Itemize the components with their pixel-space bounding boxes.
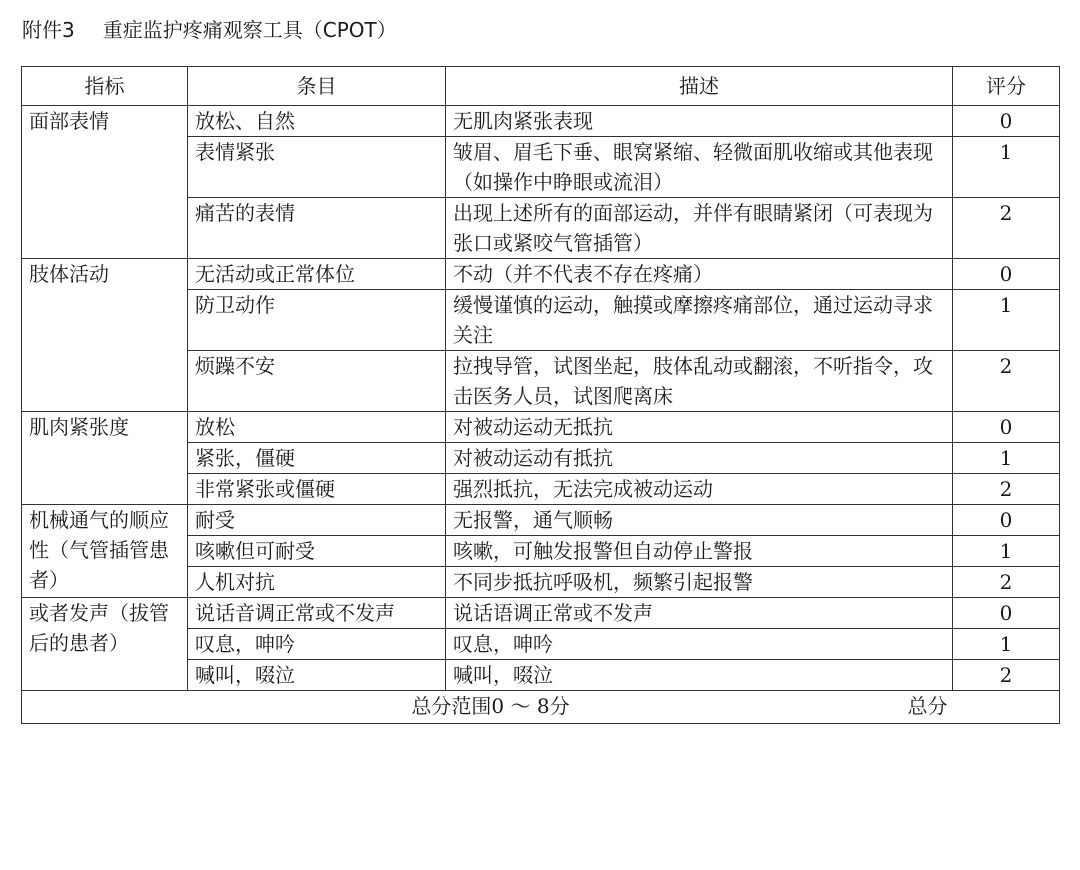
item-cell: 无活动或正常体位	[188, 259, 446, 290]
item-cell: 烦躁不安	[188, 351, 446, 412]
item-cell: 咳嗽但可耐受	[188, 536, 446, 567]
item-cell: 说话音调正常或不发声	[188, 598, 446, 629]
page-title	[22, 14, 397, 46]
score-cell: 2	[953, 351, 1060, 412]
description-cell: 皱眉、眉毛下垂、眼窝紧缩、轻微面肌收缩或其他表现（如操作中睁眼或流泪）	[446, 137, 953, 198]
description-cell: 拉拽导管，试图坐起，肢体乱动或翻滚，不听指令，攻击医务人员，试图爬离床	[446, 351, 953, 412]
description-cell: 不动（并不代表不存在疼痛）	[446, 259, 953, 290]
item-cell: 放松	[188, 412, 446, 443]
score-cell: 0	[953, 259, 1060, 290]
score-cell: 0	[953, 505, 1060, 536]
column-header-description: 描述	[446, 67, 953, 106]
table-row	[22, 259, 1060, 290]
score-cell: 1	[953, 290, 1060, 351]
column-header-item: 条目	[188, 67, 446, 106]
score-cell: 2	[953, 660, 1060, 691]
score-cell: 2	[953, 198, 1060, 259]
indicator-cell: 机械通气的顺应性（气管插管患者）	[22, 505, 188, 598]
item-cell: 防卫动作	[188, 290, 446, 351]
item-cell: 叹息，呻吟	[188, 629, 446, 660]
item-cell: 耐受	[188, 505, 446, 536]
score-cell: 1	[953, 629, 1060, 660]
description-cell: 缓慢谨慎的运动，触摸或摩擦疼痛部位，通过运动寻求关注	[446, 290, 953, 351]
column-header-score: 评分	[953, 67, 1060, 106]
score-cell: 1	[953, 443, 1060, 474]
item-cell: 非常紧张或僵硬	[188, 474, 446, 505]
description-cell: 不同步抵抗呼吸机，频繁引起报警	[446, 567, 953, 598]
score-cell: 0	[953, 412, 1060, 443]
item-cell: 放松、自然	[188, 106, 446, 137]
table-body	[22, 106, 1060, 691]
score-cell: 2	[953, 567, 1060, 598]
description-cell: 喊叫，啜泣	[446, 660, 953, 691]
score-cell: 2	[953, 474, 1060, 505]
total-range: 总分范围0 ～ 8分	[411, 694, 570, 718]
footer-row	[22, 691, 1060, 724]
total-score-label: 总分	[907, 694, 948, 718]
description-cell: 咳嗽，可触发报警但自动停止警报	[446, 536, 953, 567]
item-cell: 喊叫，啜泣	[188, 660, 446, 691]
description-cell: 强烈抵抗，无法完成被动运动	[446, 474, 953, 505]
description-cell: 无报警，通气顺畅	[446, 505, 953, 536]
score-cell: 1	[953, 137, 1060, 198]
description-cell: 无肌肉紧张表现	[446, 106, 953, 137]
header-row	[22, 67, 1060, 106]
item-cell: 表情紧张	[188, 137, 446, 198]
indicator-cell: 面部表情	[22, 106, 188, 259]
column-header-indicator: 指标	[22, 67, 188, 106]
description-cell: 叹息，呻吟	[446, 629, 953, 660]
item-cell: 紧张，僵硬	[188, 443, 446, 474]
indicator-cell: 肌肉紧张度	[22, 412, 188, 505]
description-cell: 出现上述所有的面部运动，并伴有眼睛紧闭（可表现为张口或紧咬气管插管）	[446, 198, 953, 259]
item-cell: 人机对抗	[188, 567, 446, 598]
cpot-table	[21, 66, 1060, 724]
score-cell: 0	[953, 598, 1060, 629]
description-cell: 说话语调正常或不发声	[446, 598, 953, 629]
description-cell: 对被动运动有抵抗	[446, 443, 953, 474]
title-text: 重症监护疼痛观察工具（CPOT）	[102, 18, 397, 42]
indicator-cell: 或者发声（拔管后的患者）	[22, 598, 188, 691]
table-row	[22, 412, 1060, 443]
table-row	[22, 106, 1060, 137]
indicator-cell: 肢体活动	[22, 259, 188, 412]
score-cell: 0	[953, 106, 1060, 137]
annex-label: 附件3	[22, 18, 75, 42]
score-cell: 1	[953, 536, 1060, 567]
table-row	[22, 505, 1060, 536]
item-cell: 痛苦的表情	[188, 198, 446, 259]
footer-cell	[22, 691, 1060, 724]
description-cell: 对被动运动无抵抗	[446, 412, 953, 443]
table-row	[22, 598, 1060, 629]
